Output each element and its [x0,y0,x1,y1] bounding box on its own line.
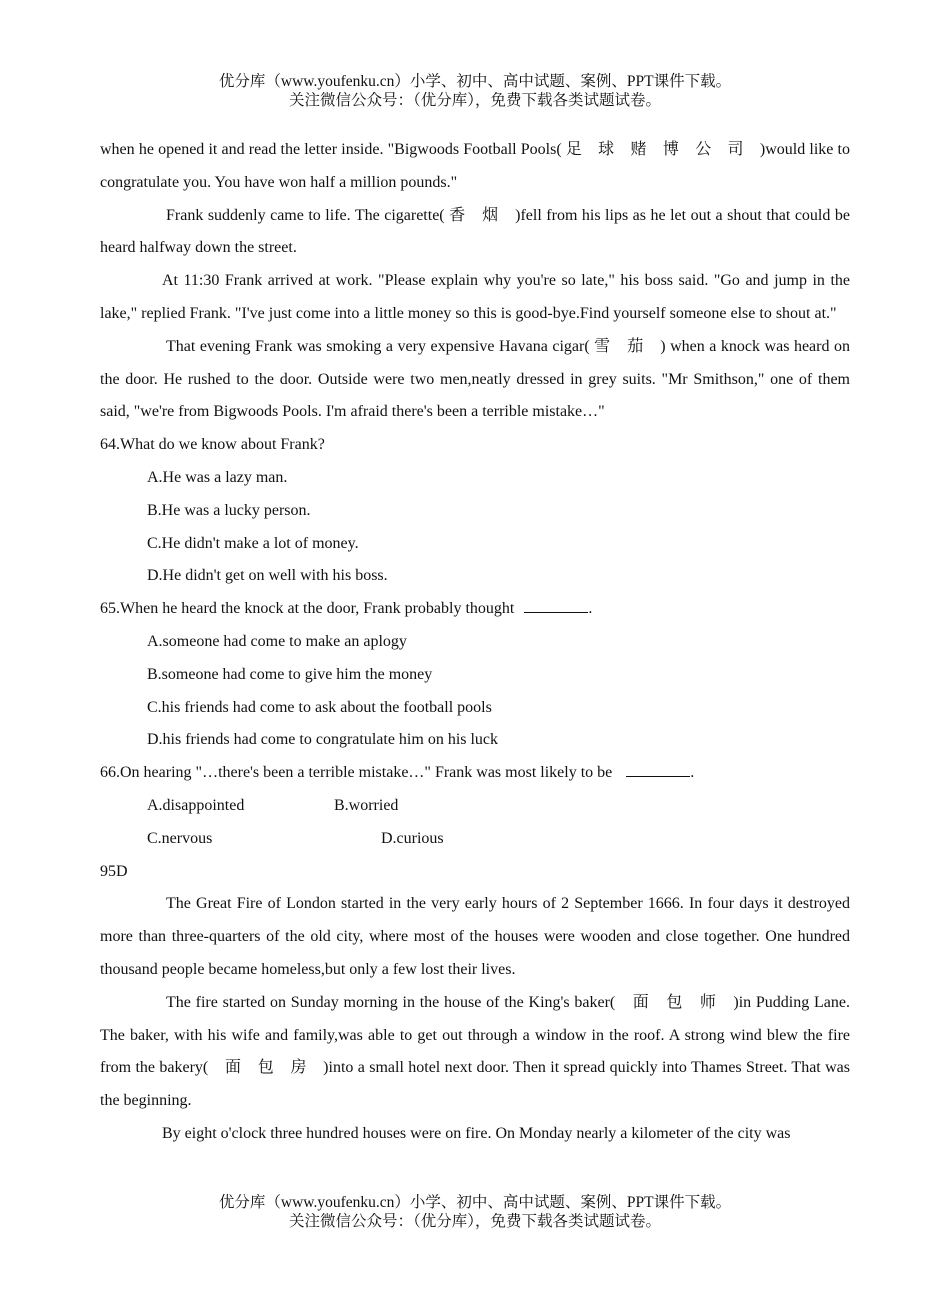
passage-d-paragraph-3: By eight o'clock three hundred houses were on fire. On Monday nearly a kilometer of the city was [162,1124,791,1142]
question-66-stem: 66.On hearing "…there's been a terrible mistake…" Frank was most likely to be [100,764,613,782]
question-65-option-c: C.his friends had come to ask about the football pools [147,698,492,716]
question-66-option-c: C.nervous [147,829,213,847]
answer-blank [524,598,588,613]
passage-c-paragraph-1: when he opened it and read the letter inside. "Bigwoods Football Pools( 足 球 赌 博 公 司 )would like to congratulate you. You have won half a million pounds." [100,141,850,191]
answer-blank [626,762,690,777]
question-65-option-d: D.his friends had come to congratulate him on his luck [147,731,499,749]
question-66-option-a: A.disappointed [147,796,245,814]
question-65-stem: 65.When he heard the knock at the door, Frank probably thought [100,600,515,618]
passage-d-paragraph-1: The Great Fire of London started in the very early hours of 2 September 1666. In four days it destroyed more than three-quarters of the old city, where most of the houses were wooden and close together. One hundred thousand people became homeless,but only a few lost their lives. [100,895,850,978]
question-64-stem: 64.What do we know about Frank? [100,436,325,454]
question-64-option-b: B.He was a lucky person. [147,501,311,519]
page-header [0,72,950,110]
question-66-options-row-1 [100,790,850,823]
passage-d-label: 95D [100,862,128,880]
passage-c-paragraph-4: That evening Frank was smoking a very expensive Havana cigar( 雪 茄 ) when a knock was heard on the door. He rushed to the door. Outside were two men,neatly dressed in grey suits. "Mr Smithson," one of them said, "we're from Bigwoods Pools. I'm afraid there's been a terrible mistake…" [100,337,850,421]
page-footer [0,1193,950,1231]
document-body [100,134,850,1151]
question-66 [100,757,850,790]
question-65 [100,593,850,626]
question-64-option-d: D.He didn't get on well with his boss. [147,567,388,585]
question-64-option-a: A.He was a lazy man. [147,468,288,486]
passage-c-paragraph-3: At 11:30 Frank arrived at work. "Please explain why you're so late," his boss said. "Go and jump in the lake," replied Frank. "I've just come into a little money so this is good-bye.Find yourself someone else to shout at." [100,272,850,322]
passage-c-paragraph-2: Frank suddenly came to life. The cigarette( 香 烟 )fell from his lips as he let out a shout that could be heard halfway down the street. [100,206,850,257]
header-line-1: 优分库（www.youfenku.cn）小学、初中、高中试题、案例、PPT课件下载。 [218,73,732,90]
question-64-option-c: C.He didn't make a lot of money. [147,534,359,552]
footer-line-1: 优分库（www.youfenku.cn）小学、初中、高中试题、案例、PPT课件下载。 [218,1194,732,1211]
question-65-option-b: B.someone had come to give him the money [147,665,433,683]
question-65-option-a: A.someone had come to make an aplogy [147,632,407,650]
question-66-option-b: B.worried [334,796,399,814]
question-66-option-d: D.curious [381,829,444,847]
footer-line-2: 关注微信公众号：（优分库），免费下载各类试题试卷。 [288,1213,661,1230]
header-line-2: 关注微信公众号：（优分库），免费下载各类试题试卷。 [288,92,661,109]
question-66-end: . [690,764,695,782]
question-66-options-row-2 [100,823,850,856]
passage-d-paragraph-2: The fire started on Sunday morning in the house of the King's baker( 面 包 师 )in Pudding Lane. The baker, with his wife and family,was able to get out through a window in the roof. A strong wind blew the fire from the bakery( 面 包 房 )into a small hotel next door. Then it spread quickly into Thames Street. That was the beginning. [100,993,850,1110]
question-65-end: . [588,600,593,618]
